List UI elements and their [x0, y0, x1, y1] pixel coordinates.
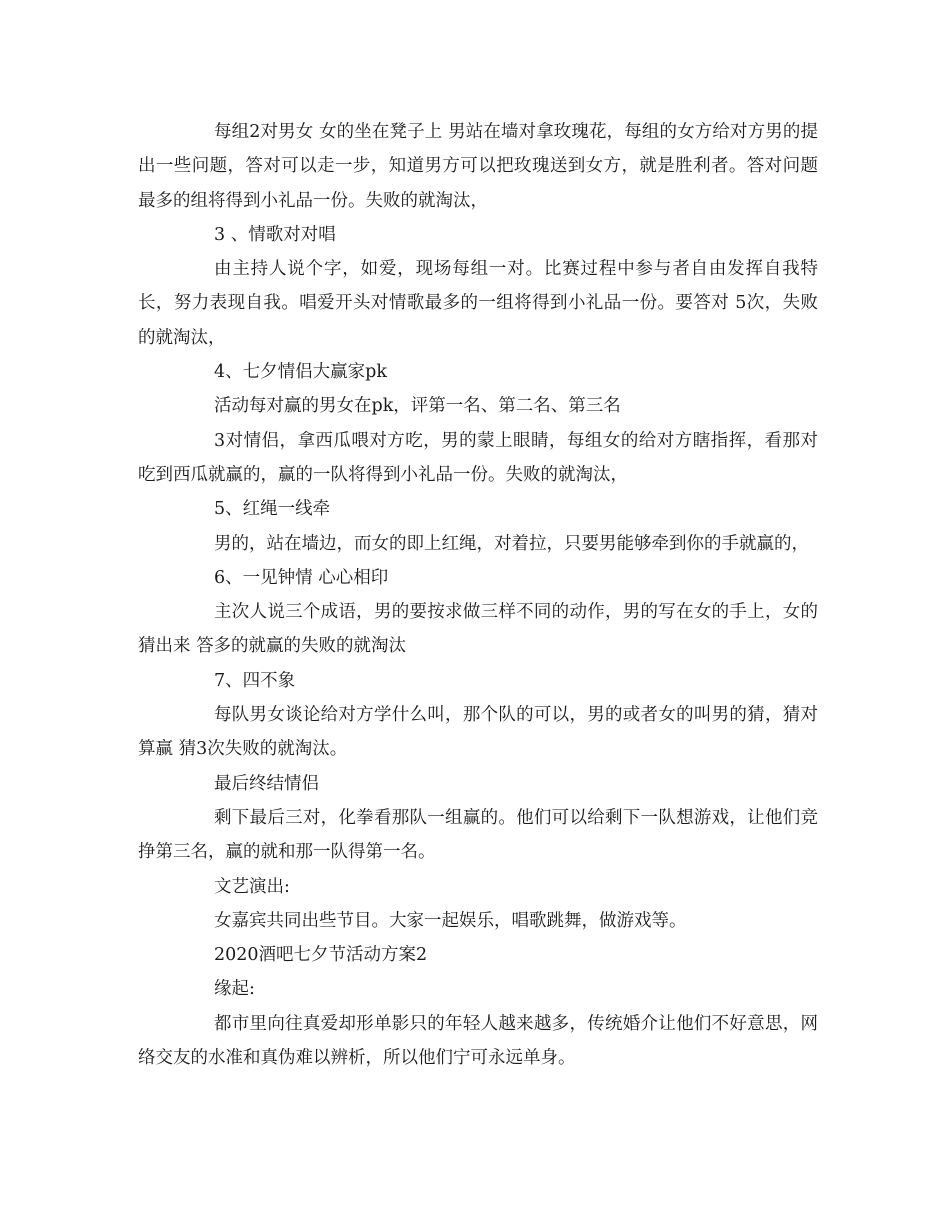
- heading-plan-2: 2020酒吧七夕节活动方案2: [214, 945, 428, 966]
- paragraph-game-rose-rules: 每组2对男女 女的坐在凳子上 男站在墙对拿玫瑰花，每组的女方给对方男的提出一些问题，答对可以走一步，知道男方可以把玫瑰送到女方，就是胜利者。答对问题最多的组将得到小礼品一份。失败的就淘汰，: [138, 122, 818, 211]
- paragraph-red-rope-rules: 男的，站在墙边，而女的即上红绳，对着拉，只要男能够牵到你的手就赢的，: [214, 533, 809, 554]
- heading-qixi-couple-pk: 4、七夕情侣大赢家pk: [214, 362, 387, 383]
- heading-four-unlike: 7、四不象: [214, 670, 296, 691]
- heading-final-couple: 最后终结情侣: [214, 773, 319, 794]
- paragraph-love-song-rules: 由主持人说个字，如爱，现场每组一对。比赛过程中参与者自由发挥自我特长，努力表现自我。唱爱开头对情歌最多的一组将得到小礼品一份。要答对 5次，失败的就淘汰，: [138, 259, 818, 348]
- paragraph-imitation-game-rules: 每队男女谈论给对方学什么叫，那个队的可以，男的或者女的叫男的猜，猜对算赢 猜3次失败的就淘汰。: [138, 705, 818, 760]
- paragraph-watermelon-game: 3对情侣，拿西瓜喂对方吃，男的蒙上眼睛，每组女的给对方瞎指挥，看那对吃到西瓜就赢的，赢的一队将得到小礼品一份。失败的就淘汰，: [138, 430, 818, 485]
- heading-red-rope: 5、红绳一线牵: [214, 499, 331, 520]
- paragraph-origin: 都市里向往真爱却形单影只的年轻人越来越多，传统婚介让他们不好意思，网络交友的水准和真伪难以辨析，所以他们宁可永远单身。: [138, 1013, 818, 1069]
- heading-origin: 缘起:: [214, 979, 255, 1000]
- document-body: [138, 115, 818, 1075]
- paragraph-pk-ranking: 活动每对赢的男女在pk，评第一名、第二名、第三名: [214, 396, 621, 417]
- heading-love-song-duet: 3 、情歌对对唱: [214, 224, 336, 245]
- paragraph-final-rules: 剩下最后三对，化拳看那队一组赢的。他们可以给剩下一队想游戏，让他们竞挣第三名，赢的就和那一队得第一名。: [138, 807, 818, 863]
- paragraph-performance: 女嘉宾共同出些节目。大家一起娱乐，唱歌跳舞，做游戏等。: [214, 910, 687, 931]
- heading-love-at-first-sight: 6、一见钟情 心心相印: [214, 567, 389, 588]
- heading-performance: 文艺演出:: [214, 876, 290, 897]
- paragraph-idiom-game-rules: 主次人说三个成语，男的要按求做三样不同的动作，男的写在女的手上，女的猜出来 答多的就赢的失败的就淘汰: [138, 602, 818, 657]
